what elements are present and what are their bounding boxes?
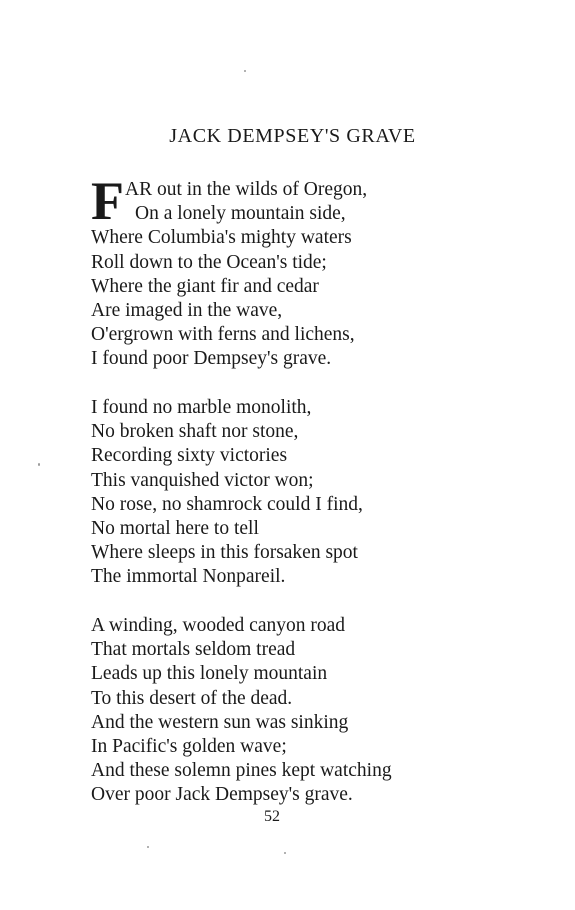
poem-line: This vanquished victor won; (91, 469, 314, 491)
poem-line: Where the giant fir and cedar (91, 275, 319, 297)
poem-line: No broken shaft nor stone, (91, 421, 299, 443)
poem-line: Leads up this lonely mountain (91, 663, 328, 685)
poem-line: I found no marble monolith, (91, 397, 312, 418)
page-number: 52 (264, 808, 280, 825)
stanza-3 (91, 614, 392, 808)
poem-line: And these solemn pines kept watching (91, 760, 392, 782)
poem-line: Are imaged in the wave, (91, 299, 283, 321)
poem-line: Over poor Jack Dempsey's grave. (91, 784, 353, 806)
scan-speck (38, 463, 40, 466)
poem-line: And the western sun was sinking (91, 711, 349, 733)
poem-line: On a lonely mountain side, (135, 203, 346, 225)
poem-line: Roll down to the Ocean's tide; (91, 251, 327, 273)
poem-line: No mortal here to tell (91, 517, 259, 539)
stanza-1 (91, 171, 392, 372)
drop-cap: F (91, 171, 124, 231)
poem-line: The immortal Nonpareil. (91, 566, 286, 588)
poem-line: O'ergrown with ferns and lichens, (91, 324, 355, 346)
poem-line: I found poor Dempsey's grave. (91, 348, 332, 370)
poem-line: A winding, wooded canyon road (91, 615, 345, 636)
opening-lines (91, 171, 392, 231)
poem-title: JACK DEMPSEY'S GRAVE (169, 125, 416, 147)
poem-line: Where sleeps in this forsaken spot (91, 542, 358, 564)
poem-line: No rose, no shamrock could I find, (91, 493, 363, 515)
poem-body (91, 171, 392, 808)
poem-line: Recording sixty victories (91, 445, 288, 467)
poem-line: AR out in the wilds of Oregon, (125, 179, 368, 200)
poem-line: To this desert of the dead. (91, 687, 293, 709)
poem-line: In Pacific's golden wave; (91, 735, 287, 757)
poem-line: Where Columbia's mighty waters (91, 227, 352, 249)
scan-speck (244, 70, 246, 72)
stanza-2 (91, 396, 392, 590)
poem-line: That mortals seldom tread (91, 639, 296, 661)
scan-speck (284, 852, 286, 854)
scan-speck (147, 846, 149, 848)
